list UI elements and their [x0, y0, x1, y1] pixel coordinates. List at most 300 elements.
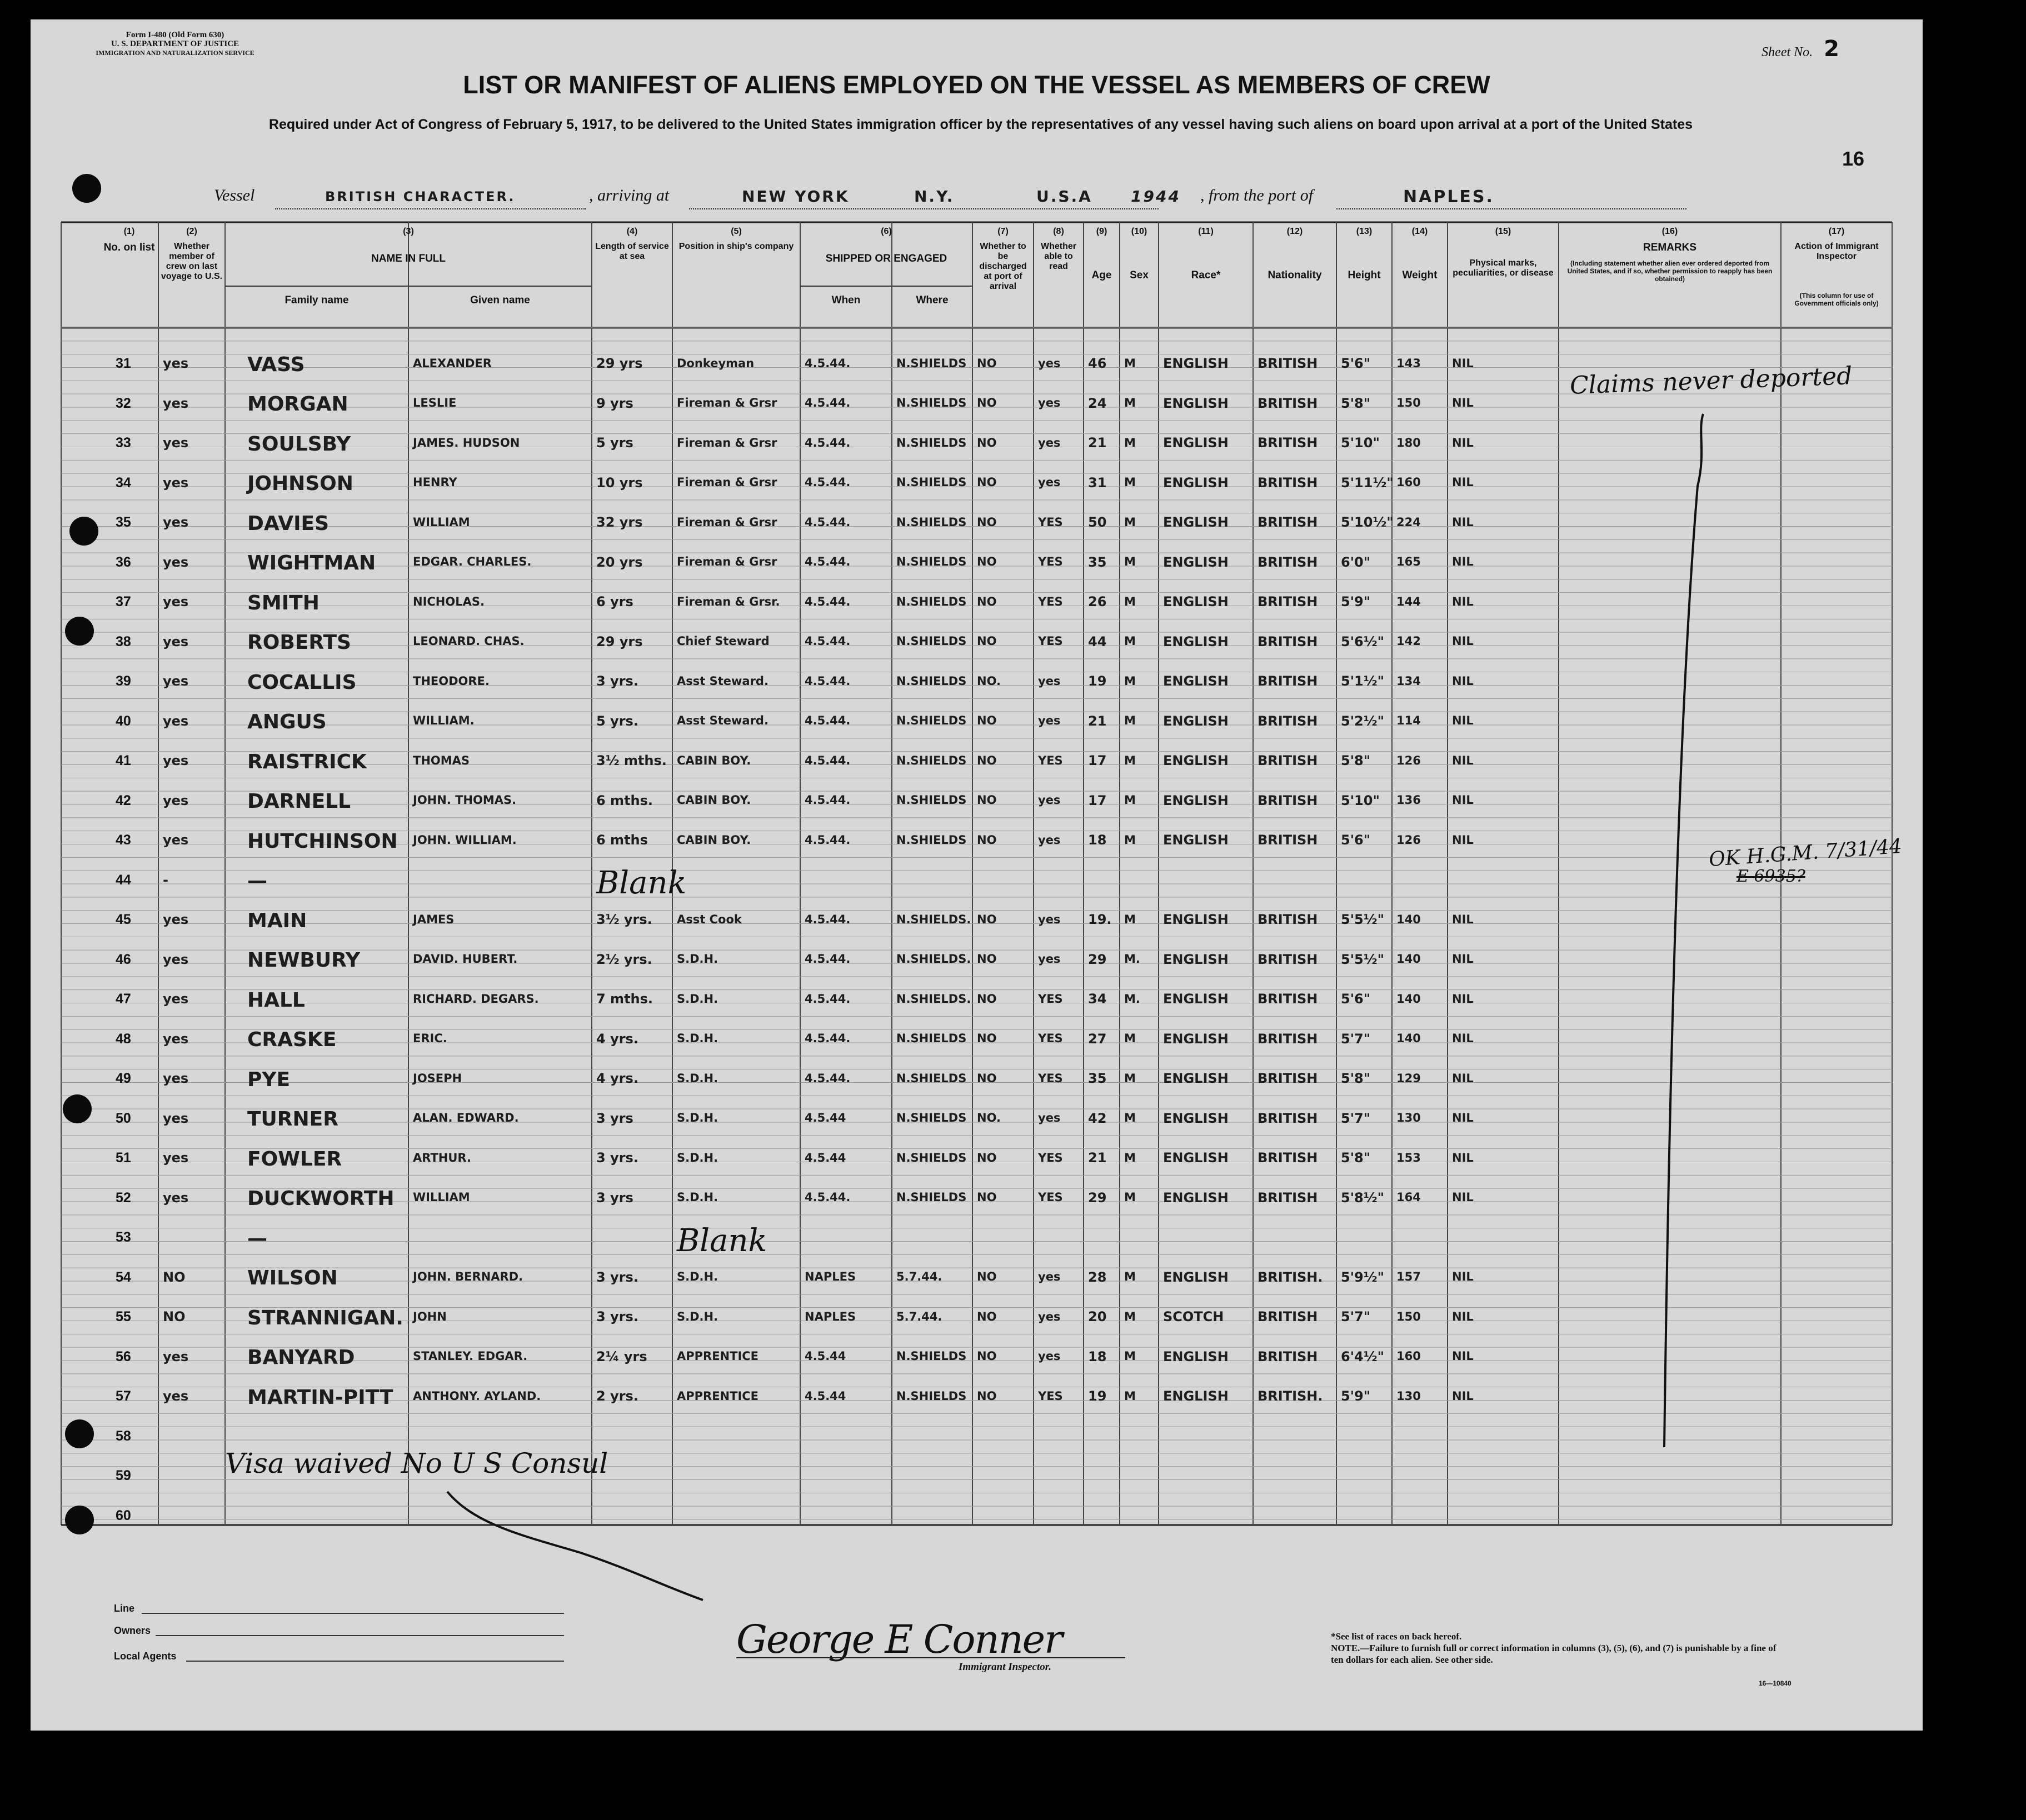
cell-sex: M	[1124, 594, 1136, 608]
cell-sex: M	[1124, 1032, 1136, 1046]
cell-family: NEWBURY	[247, 949, 360, 972]
cell-age: 42	[1088, 1110, 1107, 1126]
cell-no: 39	[116, 673, 131, 689]
cell-height: 5'6"	[1341, 832, 1371, 848]
cell-sex: M	[1124, 476, 1136, 489]
cell-marks: NIL	[1452, 793, 1474, 807]
column-header-col9: Age	[1091, 269, 1112, 281]
cell-sex: M	[1124, 1071, 1136, 1085]
cell-service: 7 mths.	[596, 991, 653, 1007]
cell-given: ARTHUR.	[413, 1151, 471, 1164]
cell-when: 4.5.44.	[805, 714, 851, 728]
cell-discharged: NO	[977, 1349, 997, 1363]
cell-discharged: NO	[977, 1071, 997, 1085]
cell-crew: yes	[163, 753, 189, 769]
cell-sex: M	[1124, 1191, 1136, 1204]
cell-no: 47	[116, 991, 131, 1007]
cell-discharged: NO	[977, 476, 997, 489]
cell-sex: M	[1124, 912, 1136, 926]
cell-given: WILLIAM	[413, 1191, 470, 1204]
cell-weight: 130	[1396, 1389, 1421, 1403]
punch-hole	[63, 1094, 92, 1123]
cell-weight: 136	[1396, 793, 1421, 807]
cell-read: yes	[1038, 1349, 1061, 1363]
cell-height: 5'8"	[1341, 395, 1371, 411]
cell-race: ENGLISH	[1163, 1110, 1229, 1126]
column-header-col13: Height	[1348, 269, 1381, 281]
column-header-col1: No. on list	[103, 242, 155, 253]
remarks-instructions: (Including statement whether alien ever ordered deported from United States, and if so, whether permission to reapply has been obtained)	[1567, 259, 1773, 283]
cell-no: 49	[116, 1071, 131, 1086]
owners-label: Owners	[114, 1625, 151, 1636]
cell-service: 6 mths	[596, 832, 648, 848]
cell-no: 36	[116, 554, 131, 570]
cell-read: yes	[1038, 1111, 1061, 1125]
cell-height: 5'9"	[1341, 594, 1371, 610]
cell-service: 5 yrs.	[596, 713, 638, 729]
cell-discharged: NO	[977, 1151, 997, 1164]
cell-given: JOHN. WILLIAM.	[413, 833, 517, 847]
column-header-col8: Whether able to read	[1041, 242, 1076, 271]
column-number-col12: (12)	[1286, 227, 1303, 236]
cell-crew: yes	[163, 594, 189, 610]
cell-where: N.SHIELDS	[896, 476, 967, 489]
cell-position: S.D.H.	[677, 1071, 718, 1085]
visa-note-stroke	[442, 1486, 708, 1608]
cell-position: APPRENTICE	[677, 1349, 759, 1363]
signature-underline	[736, 1657, 1125, 1658]
cell-weight: 153	[1396, 1151, 1421, 1164]
cell-height: 5'5½"	[1341, 912, 1385, 928]
punch-hole	[65, 1506, 94, 1534]
cell-discharged: NO	[977, 1191, 997, 1204]
cell-given: ERIC.	[413, 1032, 447, 1046]
cell-service: 2 yrs.	[596, 1388, 638, 1404]
cell-read: YES	[1038, 555, 1063, 569]
cell-height: 5'9"	[1341, 1388, 1371, 1404]
cell-family: MARTIN-PITT	[247, 1386, 393, 1409]
cell-race: ENGLISH	[1163, 792, 1229, 808]
cell-weight: 150	[1396, 396, 1421, 410]
cell-service: 29 yrs	[596, 356, 643, 372]
port-country: U.S.A	[1036, 187, 1092, 206]
cell-crew: yes	[163, 792, 189, 808]
cell-discharged: NO	[977, 436, 997, 449]
cell-no: 38	[116, 633, 131, 649]
cell-where: N.SHIELDS.	[896, 952, 971, 966]
cell-given: JOHN. BERNARD.	[413, 1270, 523, 1284]
cell-position: Fireman & Grsr	[677, 555, 777, 569]
cell-no: 56	[116, 1348, 131, 1364]
cell-marks: NIL	[1452, 1309, 1474, 1323]
cell-no: 34	[116, 474, 131, 491]
cell-when: 4.5.44	[805, 1389, 846, 1403]
cell-sex: M	[1124, 753, 1136, 767]
cell-family: DARNELL	[247, 790, 351, 813]
cell-discharged: NO	[977, 714, 997, 728]
cell-marks: NIL	[1452, 674, 1474, 688]
cell-read: YES	[1038, 1191, 1063, 1204]
cell-position: Donkeyman	[677, 356, 755, 370]
vessel-name: BRITISH CHARACTER.	[325, 189, 516, 204]
column-number-col11: (11)	[1198, 227, 1214, 236]
cell-family: HUTCHINSON	[247, 829, 398, 853]
cell-sex: M.	[1124, 992, 1140, 1006]
cell-sex: M	[1124, 833, 1136, 847]
cell-when: 4.5.44.	[805, 515, 851, 529]
cell-when: 4.5.44.	[805, 833, 851, 847]
cell-weight: 180	[1396, 436, 1421, 449]
column-header-col15: Physical marks, peculiarities, or disease	[1453, 258, 1554, 278]
cell-family: DUCKWORTH	[247, 1187, 395, 1211]
cell-service: 3½ yrs.	[596, 912, 652, 928]
cell-no: 55	[116, 1309, 131, 1324]
port-state: N.Y.	[914, 187, 955, 206]
column-number-col6: (6)	[881, 227, 892, 236]
cell-marks: NIL	[1452, 1151, 1474, 1164]
cell-crew: yes	[163, 1189, 189, 1206]
cell-nationality: BRITISH	[1257, 474, 1318, 491]
cell-position: Fireman & Grsr	[677, 396, 777, 410]
cell-position: S.D.H.	[677, 1032, 718, 1046]
page-number: 16	[1842, 147, 1864, 170]
column-number-col9: (9)	[1096, 227, 1107, 236]
cell-age: 20	[1088, 1309, 1107, 1325]
cell-age: 44	[1088, 633, 1107, 649]
agents-underline	[186, 1661, 564, 1662]
cell-height: 5'7"	[1341, 1110, 1371, 1126]
cell-where: N.SHIELDS.	[896, 912, 971, 926]
cell-age: 17	[1088, 792, 1107, 808]
cell-nationality: BRITISH	[1257, 594, 1318, 610]
cell-when: 4.5.44	[805, 1349, 846, 1363]
cell-when: 4.5.44.	[805, 634, 851, 648]
cell-marks: NIL	[1452, 992, 1474, 1006]
cell-age: 19.	[1088, 912, 1112, 928]
cell-where: N.SHIELDS	[896, 356, 967, 370]
cell-discharged: NO	[977, 555, 997, 569]
cell-where: N.SHIELDS	[896, 634, 967, 648]
cell-nationality: BRITISH	[1257, 554, 1318, 570]
cell-nationality: BRITISH.	[1257, 1388, 1323, 1404]
cell-sex: M.	[1124, 952, 1140, 966]
cell-read: yes	[1038, 833, 1061, 847]
cell-height: 6'4½"	[1341, 1348, 1385, 1364]
cell-family: TURNER	[247, 1108, 338, 1131]
cell-position: Fireman & Grsr	[677, 436, 777, 449]
cell-read: YES	[1038, 1389, 1063, 1403]
cell-no: 31	[116, 356, 131, 371]
column-header-col10: Sex	[1130, 269, 1149, 281]
cell-marks: NIL	[1452, 1032, 1474, 1046]
cell-when: 4.5.44.	[805, 753, 851, 767]
cell-race: ENGLISH	[1163, 832, 1229, 848]
form-id-line: U. S. DEPARTMENT OF JUSTICE	[111, 39, 239, 48]
cell-position: Fireman & Grsr.	[677, 594, 780, 608]
cell-weight: 160	[1396, 476, 1421, 489]
cell-race: ENGLISH	[1163, 1071, 1229, 1087]
cell-nationality: BRITISH	[1257, 1071, 1318, 1087]
cell-race: ENGLISH	[1163, 1189, 1229, 1206]
cell-marks: NIL	[1452, 833, 1474, 847]
cell-discharged: NO	[977, 594, 997, 608]
cell-family: ANGUS	[247, 711, 327, 734]
form-code: 16—10840	[1759, 1679, 1792, 1687]
cell-position: S.D.H.	[677, 1270, 718, 1284]
cell-weight: 114	[1396, 714, 1421, 728]
cell-service: 3 yrs.	[596, 1309, 638, 1325]
sheet-number	[1761, 36, 1839, 62]
cell-nationality: BRITISH	[1257, 792, 1318, 808]
cell-no: 53	[116, 1229, 131, 1245]
cell-given: ALEXANDER	[413, 356, 492, 370]
cell-weight: 130	[1396, 1111, 1421, 1125]
cell-when: 4.5.44.	[805, 594, 851, 608]
cell-crew: yes	[163, 1150, 189, 1166]
form-id-line: IMMIGRATION AND NATURALIZATION SERVICE	[96, 49, 255, 57]
cell-service: 20 yrs	[596, 554, 643, 570]
cell-nationality: BRITISH	[1257, 514, 1318, 531]
cell-no: 48	[116, 1031, 131, 1047]
cell-no: 44	[116, 872, 131, 888]
cell-when: 4.5.44.	[805, 952, 851, 966]
inspector-label: Immigrant Inspector.	[959, 1661, 1051, 1673]
cell-position: S.D.H.	[677, 952, 718, 966]
cell-given: LEONARD. CHAS.	[413, 634, 525, 648]
cell-weight: 157	[1396, 1270, 1421, 1284]
cell-where: N.SHIELDS	[896, 1032, 967, 1046]
cell-where: N.SHIELDS	[896, 1071, 967, 1085]
cell-where: N.SHIELDS	[896, 396, 967, 410]
cell-crew: NO	[163, 1309, 186, 1325]
cell-position: Asst Steward.	[677, 714, 769, 728]
cell-service: 3½ mths.	[596, 753, 667, 769]
cell-service: 2½ yrs.	[596, 951, 652, 967]
cell-where: N.SHIELDS	[896, 1151, 967, 1164]
column-header-col6: SHIPPED OR ENGAGED	[825, 253, 947, 264]
cell-where: N.SHIELDS	[896, 1389, 967, 1403]
cell-service: 4 yrs.	[596, 1031, 638, 1047]
cell-race: ENGLISH	[1163, 514, 1229, 531]
cell-height: 5'10½"	[1341, 514, 1394, 531]
cell-when: 4.5.44	[805, 1151, 846, 1164]
cell-where: N.SHIELDS	[896, 594, 967, 608]
cell-marks: NIL	[1452, 356, 1474, 370]
cell-read: YES	[1038, 515, 1063, 529]
cell-age: 35	[1088, 554, 1107, 570]
cell-age: 34	[1088, 991, 1107, 1007]
cell-age: 18	[1088, 832, 1107, 848]
cell-discharged: NO	[977, 1389, 997, 1403]
port-city: NEW YORK	[742, 187, 850, 206]
cell-no: 43	[116, 832, 131, 848]
cell-race: ENGLISH	[1163, 912, 1229, 928]
cell-discharged: NO	[977, 833, 997, 847]
document-subtitle: Required under Act of Congress of February 5, 1917, to be delivered to the United States immigration officer by the representatives of any vessel having such aliens on board upon arrival at a port of the United States	[268, 117, 1693, 132]
cell-no: 54	[116, 1269, 131, 1285]
cell-no: 57	[116, 1388, 131, 1404]
cell-sex: M	[1124, 1111, 1136, 1125]
cell-position: CABIN BOY.	[677, 833, 751, 847]
cell-discharged: NO	[977, 793, 997, 807]
owners-underline	[156, 1635, 564, 1636]
cell-sex: M	[1124, 674, 1136, 688]
cell-crew: yes	[163, 514, 189, 531]
column-number-col15: (15)	[1495, 227, 1511, 236]
column-number-col4: (4)	[626, 227, 638, 236]
cell-given: JAMES. HUDSON	[413, 436, 520, 449]
cell-given: WILLIAM	[413, 515, 470, 529]
cell-nationality: BRITISH	[1257, 673, 1318, 689]
column-header-col17: Action of Immigrant Inspector	[1794, 242, 1879, 261]
cell-no: 58	[116, 1428, 131, 1444]
cell-marks: NIL	[1452, 912, 1474, 926]
cell-service: Blank	[596, 865, 687, 902]
cell-position: Chief Steward	[677, 634, 770, 648]
cell-where: N.SHIELDS	[896, 714, 967, 728]
cell-service: 10 yrs	[596, 474, 643, 491]
cell-where: 5.7.44.	[896, 1309, 942, 1323]
cell-crew: yes	[163, 991, 189, 1007]
cell-where: N.SHIELDS.	[896, 992, 971, 1006]
cell-no: 35	[116, 514, 131, 530]
cell-crew: yes	[163, 1071, 189, 1087]
document-title: LIST OR MANIFEST OF ALIENS EMPLOYED ON THE VESSEL AS MEMBERS OF CREW	[463, 71, 1490, 99]
cell-sex: M	[1124, 1389, 1136, 1403]
cell-service: 3 yrs.	[596, 673, 638, 689]
cell-marks: NIL	[1452, 555, 1474, 569]
cell-discharged: NO	[977, 515, 997, 529]
cell-race: SCOTCH	[1163, 1309, 1224, 1325]
cell-height: 5'6½"	[1341, 633, 1385, 649]
manifest-document	[31, 19, 1923, 1731]
cell-family: MAIN	[247, 909, 307, 932]
cell-height: 5'8"	[1341, 1150, 1371, 1166]
cell-discharged: NO.	[977, 674, 1001, 688]
cell-where: N.SHIELDS	[896, 674, 967, 688]
cell-when: 4.5.44.	[805, 1071, 851, 1085]
cell-nationality: BRITISH	[1257, 951, 1318, 967]
cell-family: STRANNIGAN.	[247, 1306, 403, 1329]
cell-no: 52	[116, 1189, 131, 1206]
cell-marks: NIL	[1452, 594, 1474, 608]
column-header-col5: Position in ship's company	[678, 242, 794, 251]
cell-marks: NIL	[1452, 396, 1474, 410]
cell-family: —	[247, 1227, 267, 1250]
cell-discharged: NO	[977, 356, 997, 370]
cell-read: yes	[1038, 1270, 1061, 1284]
cell-nationality: BRITISH	[1257, 395, 1318, 411]
cell-marks: NIL	[1452, 515, 1474, 529]
cell-read: yes	[1038, 714, 1061, 728]
cell-race: ENGLISH	[1163, 474, 1229, 491]
cell-sex: M	[1124, 515, 1136, 529]
cell-weight: 129	[1396, 1071, 1421, 1085]
cell-when: 4.5.44.	[805, 793, 851, 807]
cell-no: 33	[116, 435, 131, 451]
cell-when: 4.5.44.	[805, 1191, 851, 1204]
cell-family: CRASKE	[247, 1028, 337, 1052]
cell-family: BANYARD	[247, 1346, 355, 1369]
cell-when: 4.5.44.	[805, 476, 851, 489]
cell-crew: yes	[163, 554, 189, 570]
cell-discharged: NO	[977, 1270, 997, 1284]
cell-sex: M	[1124, 356, 1136, 370]
cell-service: 5 yrs	[596, 435, 633, 451]
cell-position: Asst Cook	[677, 912, 742, 926]
cell-read: yes	[1038, 436, 1061, 449]
cell-height: 6'0"	[1341, 554, 1371, 570]
cell-weight: 140	[1396, 952, 1421, 966]
cell-where: N.SHIELDS	[896, 515, 967, 529]
column-header-given-name: Given name	[470, 294, 530, 306]
cell-sex: M	[1124, 555, 1136, 569]
cell-service: 3 yrs.	[596, 1269, 638, 1285]
cell-read: YES	[1038, 1032, 1063, 1046]
cell-discharged: NO	[977, 396, 997, 410]
cell-age: 21	[1088, 435, 1107, 451]
local-agents-label: Local Agents	[114, 1651, 177, 1662]
cell-position: S.D.H.	[677, 1151, 718, 1164]
cell-discharged: NO	[977, 1032, 997, 1046]
cell-age: 21	[1088, 713, 1107, 729]
cell-crew: yes	[163, 356, 189, 372]
cell-no: 37	[116, 594, 131, 609]
cell-when: 4.5.44.	[805, 555, 851, 569]
column-number-col17: (17)	[1828, 227, 1845, 236]
sheet-number-value: 2	[1824, 36, 1839, 62]
cell-race: ENGLISH	[1163, 395, 1229, 411]
cell-no: 45	[116, 912, 131, 927]
punch-hole	[69, 517, 98, 546]
cell-sex: M	[1124, 634, 1136, 648]
cell-family: VASS	[247, 353, 305, 376]
cell-crew: -	[163, 872, 168, 888]
cell-sex: M	[1124, 714, 1136, 728]
line-underline	[142, 1613, 564, 1614]
cell-height: 5'7"	[1341, 1031, 1371, 1047]
cell-read: yes	[1038, 396, 1061, 410]
cell-position: CABIN BOY.	[677, 793, 751, 807]
column-header-when: When	[831, 294, 861, 306]
column-number-col7: (7)	[997, 227, 1009, 236]
cell-family: JOHNSON	[247, 472, 353, 496]
inspector-action-ok: OK H.G.M. 7/31/44	[1708, 834, 1903, 872]
action-instructions: (This column for use of Government officials only)	[1794, 292, 1879, 307]
column-header-col2: Whether member of crew on last voyage to U.S.	[161, 242, 223, 281]
form-id-line: Form I-480 (Old Form 630)	[126, 31, 224, 39]
cell-age: 35	[1088, 1071, 1107, 1087]
cell-race: ENGLISH	[1163, 356, 1229, 372]
cell-given: STANLEY. EDGAR.	[413, 1349, 528, 1363]
cell-height: 5'11½"	[1341, 474, 1394, 491]
cell-height: 5'6"	[1341, 356, 1371, 372]
cell-service: 9 yrs	[596, 395, 633, 411]
vessel-label: Vessel	[214, 186, 255, 204]
cell-nationality: BRITISH	[1257, 1189, 1318, 1206]
cell-where: 5.7.44.	[896, 1270, 942, 1284]
footer-notes	[1331, 1631, 1787, 1666]
cell-discharged: NO	[977, 992, 997, 1006]
cell-race: ENGLISH	[1163, 1269, 1229, 1285]
cell-age: 27	[1088, 1031, 1107, 1047]
cell-age: 29	[1088, 1189, 1107, 1206]
cell-when: NAPLES	[805, 1309, 856, 1323]
cell-discharged: NO	[977, 753, 997, 767]
cell-marks: NIL	[1452, 1111, 1474, 1125]
cell-position: Fireman & Grsr	[677, 515, 777, 529]
cell-where: N.SHIELDS	[896, 753, 967, 767]
